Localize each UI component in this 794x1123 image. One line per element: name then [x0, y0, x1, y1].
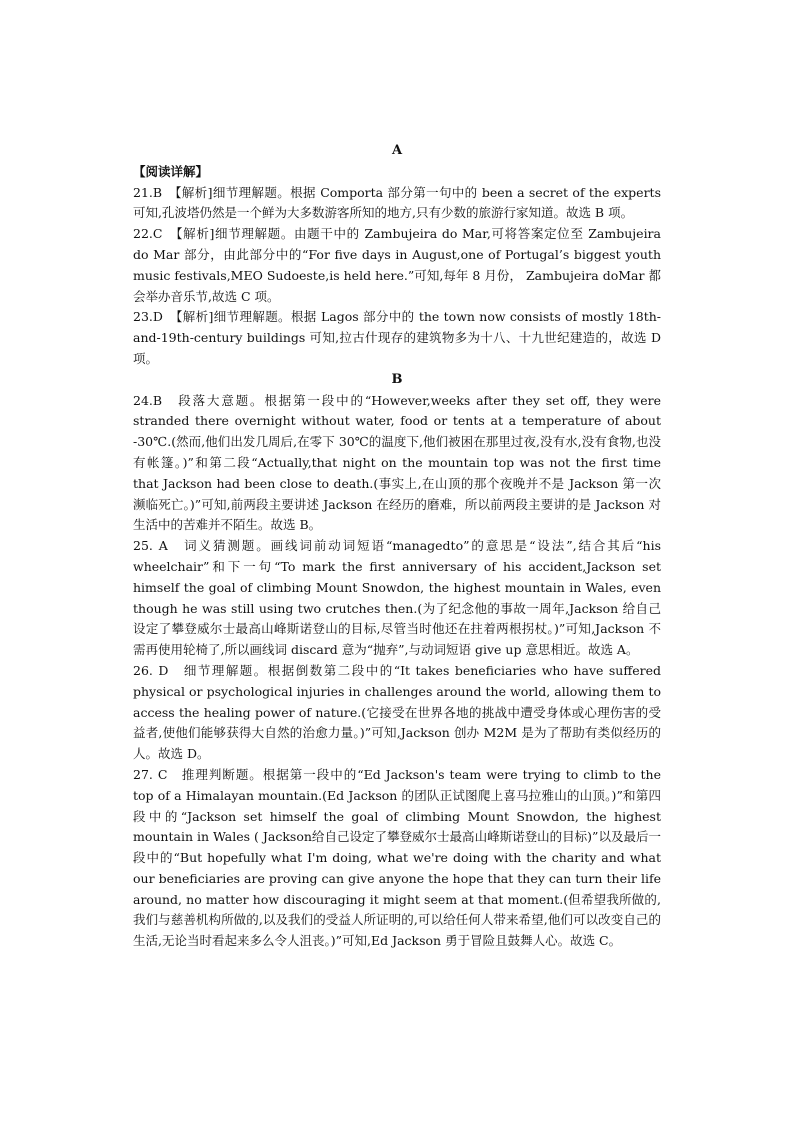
answer-document: [133, 141, 661, 952]
answer-27: 27. C 推理判断题。根据第一段中的“Ed Jackson's team were trying to climb to the top of a Himalayan mountain.(Ed Jackson 的团队正试图爬上喜马拉雅山的山顶。)”和第四段中的“Jackson set himself the goal of climbing Mount Snowdon, the highest mountain in Wales ( Jackson给自己设定了攀登威尔士最高山峰斯诺登山的目标)”以及最后一段中的“But hopefully what I'm doing, what we're doing with the charity and what our beneficiaries are proving can give anyone the hope that they can turn their life around, no matter how discouraging it might seem at that moment.(但希望我所做的,我们与慈善机构所做的,以及我们的受益人所证明的,可以给任何人带来希望,他们可以改变自己的生活,无论当时看起来多么令人沮丧。)”可知,Ed Jackson 勇于冒险且鼓舞人心。故选 C。: [133, 766, 661, 949]
answer-26: 26. D 细节理解题。根据倒数第二段中的“It takes beneficiaries who have suffered physical or psychological injuries in challenges around the world, allowing them to access the healing power of nature.(它接受在世界各地的挑战中遭受身体或心理伤害的受益者,使他们能够获得大自然的治愈力量。)”可知,Jackson 创办 M2M 是为了帮助有类似经历的人。故选 D。: [133, 662, 661, 762]
answer-24: 24.B 段落大意题。根据第一段中的“However,weeks after they set off, they were stranded there overnight without water, food or tents at a temperature of about -30℃.(然而,他们出发几周后,在零下 30℃的温度下,他们被困在那里过夜,没有水,没有食物,也没有帐篷。)”和第二段“Actually,that night on the mountain top was not the first time that Jackson had been close to death.(事实上,在山顶的那个夜晚并不是 Jackson 第一次濒临死亡。)”可知,前两段主要讲述 Jackson 在经历的磨难，所以前两段主要讲的是 Jackson 对生活中的苦难并不陌生。故选 B。: [133, 392, 661, 533]
section-a-title: A: [391, 143, 403, 158]
answer-21: 21.B 【解析]细节理解题。根据 Comporta 部分第一句中的 been a secret of the experts 可知,孔波塔仍然是一个鲜为大多数游客所知的地方,只有少数的旅游行家知道。故选 B 项。: [133, 184, 661, 221]
reading-analysis-heading: 【阅读详解】: [133, 163, 209, 179]
answer-22: 22.C 【解析]细节理解题。由题干中的 Zambujeira do Mar,可将答案定位至 Zambujeira do Mar 部分，由此部分中的“For five days in August,one of Portugal’s biggest youth music festivals,MEO Sudoeste,is held here.”可知,每年 8 月份， Zambujeira doMar 都会举办音乐节,故选 C 项。: [133, 226, 661, 304]
answer-23: 23.D 【解析]细节理解题。根据 Lagos 部分中的 the town now consists of mostly 18th-and-19th-century buildings 可知,拉古什现存的建筑物多为十八、十九世纪建造的，故选 D 项。: [133, 309, 661, 366]
answer-25: 25. A 词义猜测题。画线词前动词短语“managedto”的意思是“设法”,结合其后“his wheelchair”和下一句“To mark the first anniversary of his accident,Jackson set himself the goal of climbing Mount Snowdon, the highest mountain in Wales, even though he was still using two crutches then.(为了纪念他的事故一周年,Jackson 给自己设定了攀登威尔士最高山峰斯诺登山的目标,尽管当时他还在拄着两根拐杖。)”可知,Jackson 不需再使用轮椅了,所以画线词 discard 意为“抛弃”,与动词短语 give up 意思相近。故选 A。: [133, 538, 661, 658]
section-b-title: B: [391, 371, 403, 387]
